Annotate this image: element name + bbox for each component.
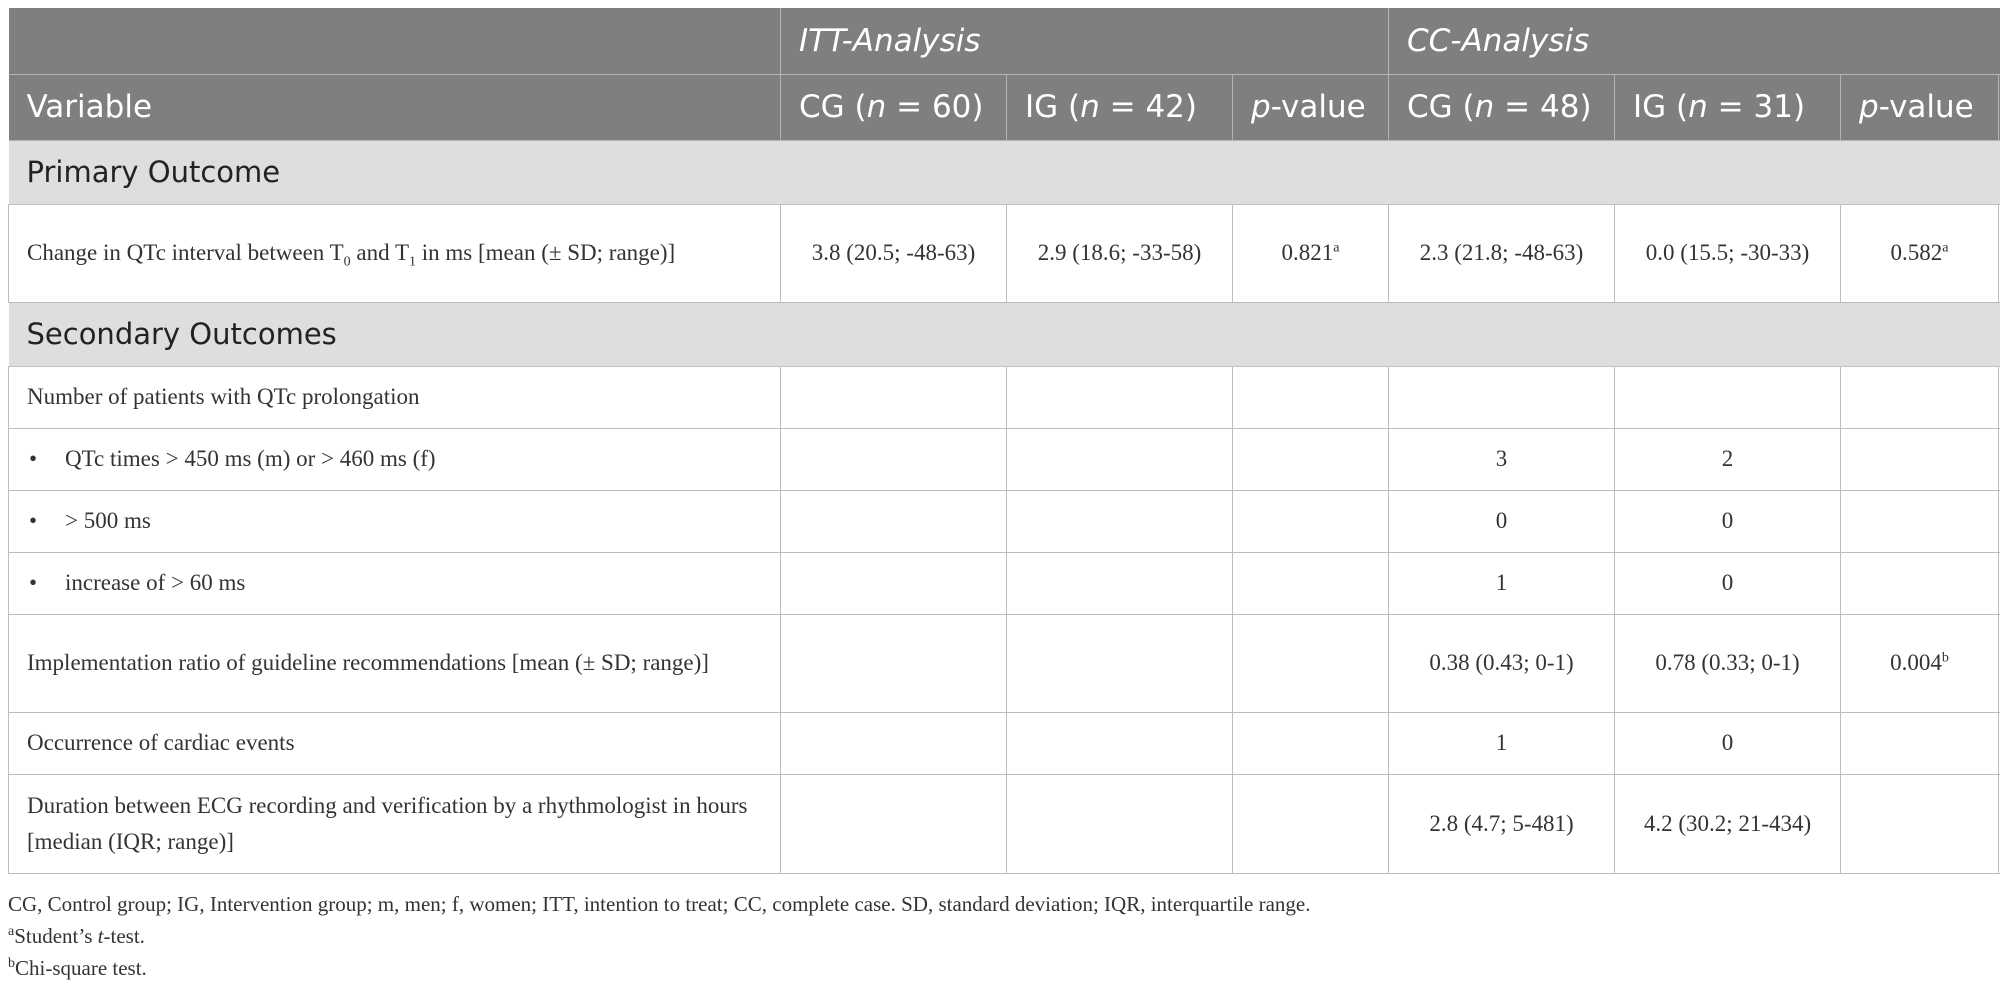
cell-cc-ig: 0 bbox=[1615, 490, 1841, 552]
cell-itt-p bbox=[1233, 490, 1389, 552]
cell-cc-cg bbox=[1389, 366, 1615, 428]
cell-cc-p bbox=[1841, 712, 1999, 774]
header-cc-cg: CG (n = 48) bbox=[1389, 74, 1615, 140]
header-itt-cg: CG (n = 60) bbox=[781, 74, 1007, 140]
cell-cc-cg: 1 bbox=[1389, 552, 1615, 614]
cell-itt-p bbox=[1233, 712, 1389, 774]
cell-cc-ig: 0 bbox=[1615, 552, 1841, 614]
row-label-duration: Duration between ECG recording and verification by a rhythmologist in hours [median (IQR; range)] bbox=[9, 774, 781, 873]
footnote-a: $^a$Student’s t-test. bbox=[8, 924, 145, 948]
table-row-qtc-times bbox=[9, 428, 2000, 490]
cell-itt-p bbox=[1233, 552, 1389, 614]
cell-cc-ig: 2 bbox=[1615, 428, 1841, 490]
table-row-increase-60 bbox=[9, 552, 2000, 614]
cell-cc-ig: 0.0 (15.5; -30-33) bbox=[1615, 204, 1841, 302]
header-group-row bbox=[9, 8, 2000, 74]
row-label-qtc-times: • QTc times > 450 ms (m) or > 460 ms (f) bbox=[9, 428, 781, 490]
cell-itt-ig bbox=[1007, 490, 1233, 552]
header-blank-cell bbox=[9, 8, 781, 74]
results-table bbox=[8, 8, 2000, 874]
cell-itt-ig bbox=[1007, 712, 1233, 774]
header-cc-ig: IG (n = 31) bbox=[1615, 74, 1841, 140]
cell-cc-cg: 1 bbox=[1389, 712, 1615, 774]
row-label-over-500: • > 500 ms bbox=[9, 490, 781, 552]
header-variable: Variable bbox=[9, 74, 781, 140]
cell-itt-p: 0.821$^a$ bbox=[1233, 204, 1389, 302]
cell-cc-p bbox=[1841, 552, 1999, 614]
bullet-icon: • bbox=[29, 508, 38, 533]
cell-itt-cg bbox=[781, 614, 1007, 712]
cell-cc-cg: 2.8 (4.7; 5-481) bbox=[1389, 774, 1615, 873]
table-row-qtc-change bbox=[9, 204, 2000, 302]
table-row-over-500 bbox=[9, 490, 2000, 552]
row-label-qtc-change: Change in QTc interval between $T_0$ and $T_1$ in ms [mean (± SD; range)] bbox=[9, 204, 781, 302]
header-itt-p-value: p-value bbox=[1233, 74, 1389, 140]
cell-cc-p bbox=[1841, 428, 1999, 490]
cell-itt-p bbox=[1233, 366, 1389, 428]
cell-cc-cg: 0.38 (0.43; 0-1) bbox=[1389, 614, 1615, 712]
cell-cc-p bbox=[1841, 774, 1999, 873]
cell-cc-p bbox=[1841, 490, 1999, 552]
header-cc-p-value: p-value bbox=[1841, 74, 1999, 140]
table-row-qtc-prolongation bbox=[9, 366, 2000, 428]
cell-itt-cg bbox=[781, 552, 1007, 614]
footnote-b: $^b$Chi-square test. bbox=[8, 956, 147, 980]
cell-itt-ig bbox=[1007, 614, 1233, 712]
row-label-increase-60: • increase of > 60 ms bbox=[9, 552, 781, 614]
table-footnotes bbox=[8, 888, 1310, 984]
cell-itt-cg bbox=[781, 774, 1007, 873]
section-row-secondary bbox=[9, 302, 2000, 366]
row-label-implementation: Implementation ratio of guideline recommendations [mean (± SD; range)] bbox=[9, 614, 781, 712]
header-itt-analysis: ITT-Analysis bbox=[781, 8, 1389, 74]
cell-cc-p: 0.582$^a$ bbox=[1841, 204, 1999, 302]
table-row-implementation bbox=[9, 614, 2000, 712]
footnote-abbreviations: CG, Control group; IG, Intervention group; m, men; f, women; ITT, intention to treat; CC, complete case. SD, standard deviation; IQR, interquartile range. bbox=[8, 892, 1311, 916]
cell-itt-ig: 2.9 (18.6; -33-58) bbox=[1007, 204, 1233, 302]
cell-itt-ig bbox=[1007, 366, 1233, 428]
cell-itt-ig bbox=[1007, 552, 1233, 614]
cell-cc-cg: 3 bbox=[1389, 428, 1615, 490]
bullet-icon: • bbox=[29, 570, 38, 595]
row-label-qtc-prolongation: Number of patients with QTc prolongation bbox=[9, 366, 781, 428]
table-row-cardiac-events bbox=[9, 712, 2000, 774]
cell-cc-cg: 2.3 (21.8; -48-63) bbox=[1389, 204, 1615, 302]
cell-cc-ig: 0 bbox=[1615, 712, 1841, 774]
cell-cc-p: 0.004$^b$ bbox=[1841, 614, 1999, 712]
section-title-secondary: Secondary Outcomes bbox=[9, 302, 2000, 366]
cell-cc-ig bbox=[1615, 366, 1841, 428]
cell-itt-cg: 3.8 (20.5; -48-63) bbox=[781, 204, 1007, 302]
bullet-icon: • bbox=[29, 446, 38, 471]
cell-itt-cg bbox=[781, 428, 1007, 490]
cell-cc-ig: 0.78 (0.33; 0-1) bbox=[1615, 614, 1841, 712]
cell-cc-ig: 4.2 (30.2; 21-434) bbox=[1615, 774, 1841, 873]
cell-itt-ig bbox=[1007, 428, 1233, 490]
cell-cc-p bbox=[1841, 366, 1999, 428]
cell-itt-p bbox=[1233, 428, 1389, 490]
header-cc-analysis: CC-Analysis bbox=[1389, 8, 2000, 74]
header-column-row bbox=[9, 74, 2000, 140]
cell-itt-ig bbox=[1007, 774, 1233, 873]
section-row-primary bbox=[9, 140, 2000, 204]
cell-itt-p bbox=[1233, 774, 1389, 873]
header-itt-ig: IG (n = 42) bbox=[1007, 74, 1233, 140]
table-row-duration bbox=[9, 774, 2000, 873]
row-label-cardiac-events: Occurrence of cardiac events bbox=[9, 712, 781, 774]
section-title-primary: Primary Outcome bbox=[9, 140, 2000, 204]
cell-itt-cg bbox=[781, 366, 1007, 428]
cell-itt-p bbox=[1233, 614, 1389, 712]
cell-itt-cg bbox=[781, 712, 1007, 774]
cell-cc-cg: 0 bbox=[1389, 490, 1615, 552]
cell-itt-cg bbox=[781, 490, 1007, 552]
